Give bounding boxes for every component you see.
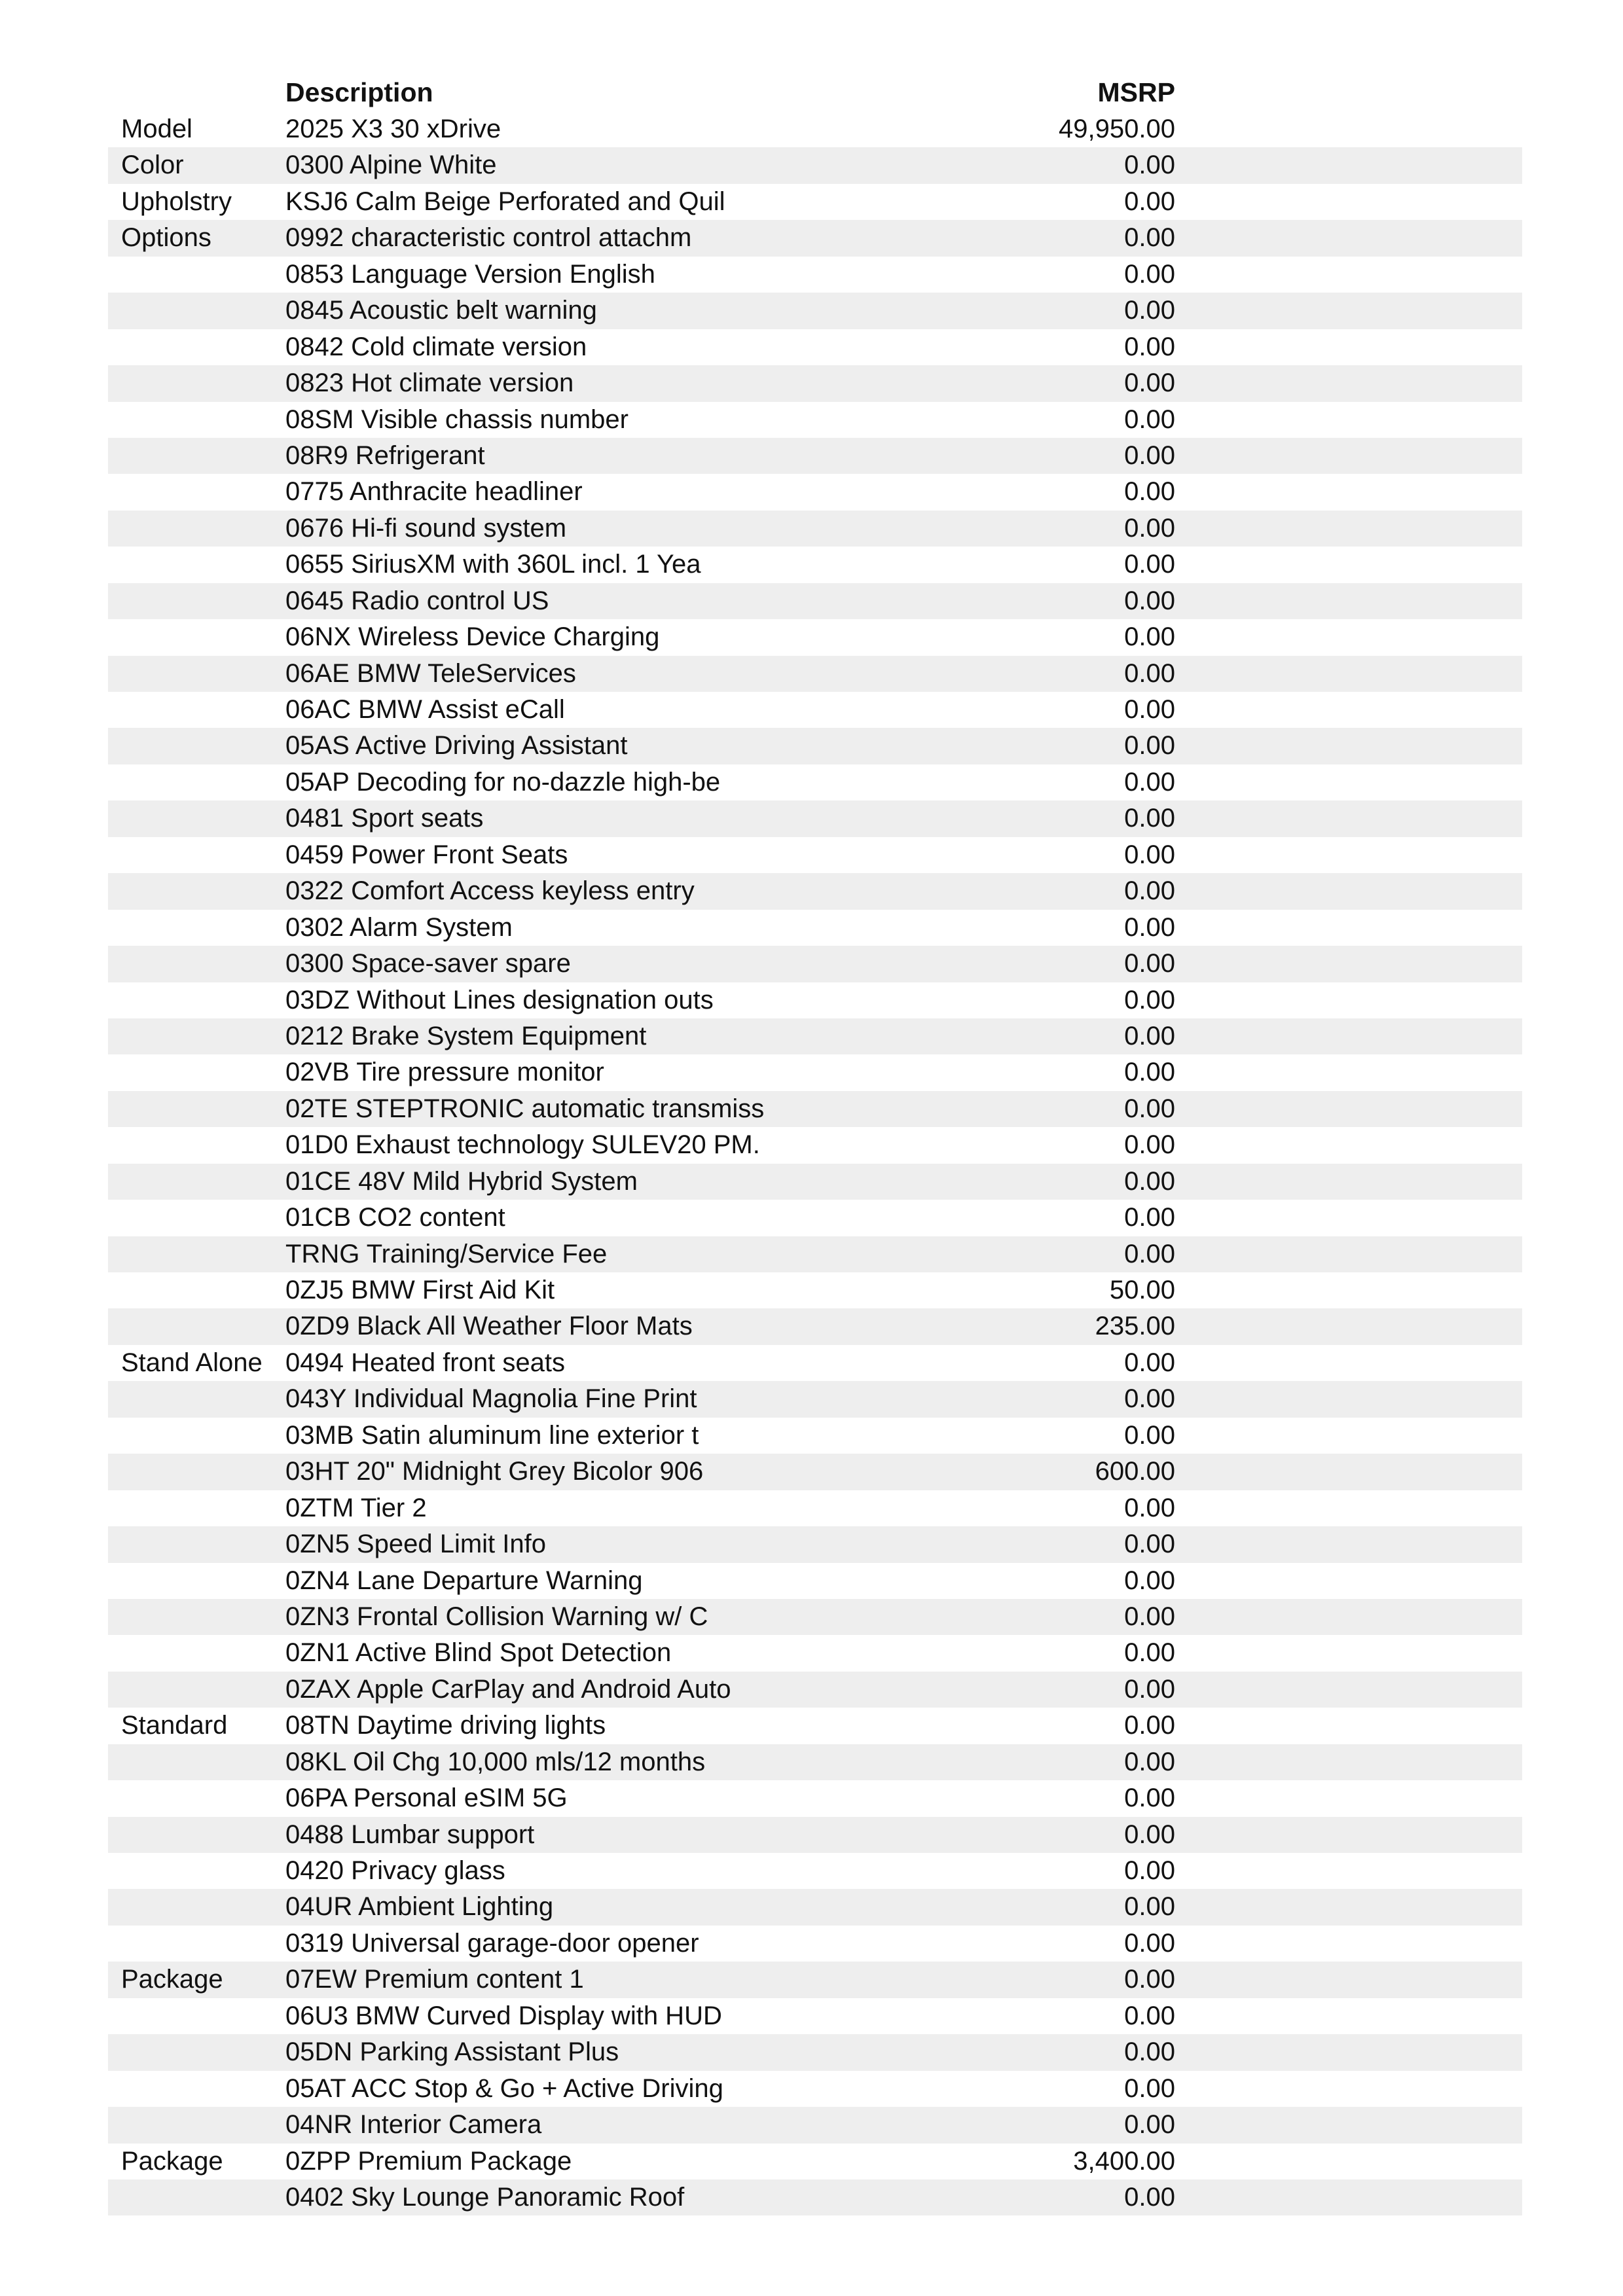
row-description: 08KL Oil Chg 10,000 mls/12 months <box>285 1747 706 1776</box>
row-description: 06PA Personal eSIM 5G <box>285 1784 568 1813</box>
table-row <box>108 583 1522 619</box>
row-description: 0488 Lumbar support <box>285 1820 535 1849</box>
table-row <box>108 2144 1522 2179</box>
table-row <box>108 1272 1522 1308</box>
row-description: 0775 Anthracite headliner <box>285 477 583 507</box>
table-row <box>108 438 1522 474</box>
row-description: 03DZ Without Lines designation outs <box>285 985 714 1014</box>
row-category: Model <box>121 115 192 143</box>
row-description: 0ZD9 Black All Weather Floor Mats <box>285 1312 693 1341</box>
row-description: 0992 characteristic control attachm <box>285 223 692 253</box>
row-description: 05AS Active Driving Assistant <box>285 731 628 761</box>
row-msrp: 50.00 <box>1109 1276 1175 1304</box>
row-description: 01D0 Exhaust technology SULEV20 PM. <box>285 1130 760 1160</box>
table-row <box>108 257 1522 293</box>
row-description: 0676 Hi-fi sound system <box>285 513 567 543</box>
row-description: 0ZPP Premium Package <box>285 2146 572 2176</box>
table-row <box>108 1236 1522 1272</box>
row-description: 0459 Power Front Seats <box>285 840 568 869</box>
row-msrp: 0.00 <box>1124 187 1175 216</box>
row-msrp: 0.00 <box>1124 1130 1175 1160</box>
row-msrp: 0.00 <box>1124 658 1175 688</box>
row-msrp: 0.00 <box>1124 949 1175 978</box>
row-msrp: 0.00 <box>1124 368 1175 398</box>
table-row <box>108 1853 1522 1889</box>
row-description: 08TN Daytime driving lights <box>285 1711 606 1740</box>
row-msrp: 0.00 <box>1124 477 1175 507</box>
row-category: Color <box>121 151 184 180</box>
row-category: Package <box>121 1965 223 1994</box>
row-description: 05DN Parking Assistant Plus <box>285 2037 619 2067</box>
row-msrp: 0.00 <box>1124 1239 1175 1268</box>
row-description: 06AE BMW TeleServices <box>285 658 576 688</box>
table-row <box>108 1127 1522 1163</box>
table-row <box>108 2179 1522 2215</box>
row-description: 0823 Hot climate version <box>285 368 574 398</box>
row-msrp: 0.00 <box>1124 223 1175 253</box>
row-description: 0ZN4 Lane Departure Warning <box>285 1566 643 1595</box>
row-description: 04UR Ambient Lighting <box>285 1892 554 1922</box>
table-row <box>108 728 1522 764</box>
row-description: 08SM Visible chassis number <box>285 404 629 434</box>
table-header <box>108 76 1522 109</box>
row-description: 0655 SiriusXM with 360L incl. 1 Yea <box>285 550 701 579</box>
table-row <box>108 220 1522 256</box>
table-row <box>108 1054 1522 1090</box>
row-description: 0ZN5 Speed Limit Info <box>285 1530 546 1559</box>
row-description: 02VB Tire pressure monitor <box>285 1058 604 1087</box>
row-description: 0481 Sport seats <box>285 804 484 833</box>
table-row <box>108 800 1522 836</box>
table-row <box>108 873 1522 909</box>
row-msrp: 0.00 <box>1124 767 1175 797</box>
row-description: 04NR Interior Camera <box>285 2110 542 2140</box>
table-row <box>108 1817 1522 1853</box>
table-row <box>108 1526 1522 1562</box>
row-description: 0645 Radio control US <box>285 586 549 615</box>
row-msrp: 0.00 <box>1124 1602 1175 1631</box>
row-msrp: 0.00 <box>1124 1784 1175 1813</box>
row-description: 05AP Decoding for no-dazzle high-be <box>285 767 721 797</box>
table-row <box>108 1018 1522 1054</box>
row-msrp: 0.00 <box>1124 2110 1175 2140</box>
row-msrp: 0.00 <box>1124 2182 1175 2212</box>
row-msrp: 235.00 <box>1095 1312 1175 1341</box>
row-description: 02TE STEPTRONIC automatic transmiss <box>285 1094 765 1123</box>
row-description: 2025 X3 30 xDrive <box>285 115 501 143</box>
row-description: 0322 Comfort Access keyless entry <box>285 876 695 906</box>
row-msrp: 0.00 <box>1124 1638 1175 1668</box>
table-row <box>108 1308 1522 1344</box>
table-row <box>108 656 1522 692</box>
table-row <box>108 1091 1522 1127</box>
table-row <box>108 1345 1522 1381</box>
row-msrp: 3,400.00 <box>1073 2146 1175 2176</box>
row-description: 0ZN1 Active Blind Spot Detection <box>285 1638 672 1668</box>
row-description: 0300 Space-saver spare <box>285 949 571 978</box>
row-msrp: 0.00 <box>1124 622 1175 652</box>
row-description: 0494 Heated front seats <box>285 1348 565 1377</box>
row-description: 06AC BMW Assist eCall <box>285 695 565 724</box>
row-msrp: 0.00 <box>1124 840 1175 869</box>
row-msrp: 0.00 <box>1124 332 1175 361</box>
table-row <box>108 329 1522 365</box>
row-description: 07EW Premium content 1 <box>285 1965 584 1994</box>
row-msrp: 0.00 <box>1124 1166 1175 1196</box>
row-msrp: 0.00 <box>1124 1530 1175 1559</box>
table-row <box>108 1962 1522 1998</box>
table-row <box>108 946 1522 982</box>
table-row <box>108 1200 1522 1236</box>
table-row <box>108 511 1522 547</box>
row-category: Standard <box>121 1711 228 1740</box>
row-msrp: 0.00 <box>1124 1965 1175 1994</box>
table-row <box>108 837 1522 873</box>
row-msrp: 0.00 <box>1124 1094 1175 1123</box>
row-description: 0845 Acoustic belt warning <box>285 296 597 325</box>
table-row <box>108 982 1522 1018</box>
table-row <box>108 1672 1522 1708</box>
table-row <box>108 2071 1522 2107</box>
row-msrp: 0.00 <box>1124 296 1175 325</box>
row-msrp: 600.00 <box>1095 1457 1175 1486</box>
row-description: 05AT ACC Stop & Go + Active Driving <box>285 2073 723 2103</box>
table-row <box>108 1164 1522 1200</box>
table-row <box>108 1998 1522 2034</box>
msrp-column-header: MSRP <box>1097 77 1175 107</box>
row-msrp: 0.00 <box>1124 1058 1175 1087</box>
table-row <box>108 1418 1522 1454</box>
row-msrp: 0.00 <box>1124 1820 1175 1849</box>
table-row <box>108 547 1522 583</box>
table-row <box>108 1744 1522 1780</box>
row-description: 06U3 BMW Curved Display with HUD <box>285 2001 722 2030</box>
row-msrp: 0.00 <box>1124 695 1175 724</box>
row-description: 0300 Alpine White <box>285 151 497 180</box>
row-description: 08R9 Refrigerant <box>285 440 485 470</box>
table-row <box>108 293 1522 329</box>
row-msrp: 0.00 <box>1124 513 1175 543</box>
row-msrp: 0.00 <box>1124 586 1175 615</box>
table-row <box>108 1490 1522 1526</box>
row-msrp: 0.00 <box>1124 2037 1175 2067</box>
table-row <box>108 184 1522 220</box>
row-msrp: 0.00 <box>1124 1747 1175 1776</box>
row-msrp: 0.00 <box>1124 1420 1175 1450</box>
description-column-header: Description <box>285 77 433 107</box>
table-row <box>108 1454 1522 1490</box>
row-msrp: 0.00 <box>1124 151 1175 180</box>
table-row <box>108 1889 1522 1925</box>
row-description: 0212 Brake System Equipment <box>285 1021 647 1050</box>
row-msrp: 49,950.00 <box>1059 115 1175 143</box>
row-description: 0ZN3 Frontal Collision Warning w/ C <box>285 1602 708 1631</box>
row-category: Package <box>121 2146 223 2176</box>
row-msrp: 0.00 <box>1124 731 1175 761</box>
table-row <box>108 764 1522 800</box>
row-msrp: 0.00 <box>1124 259 1175 289</box>
row-msrp: 0.00 <box>1124 1384 1175 1414</box>
row-description: 0ZTM Tier 2 <box>285 1493 427 1522</box>
table-row <box>108 2034 1522 2070</box>
row-description: 01CB CO2 content <box>285 1203 505 1232</box>
row-description: 0302 Alarm System <box>285 912 513 942</box>
row-description: KSJ6 Calm Beige Perforated and Quil <box>285 187 725 216</box>
row-msrp: 0.00 <box>1124 1566 1175 1595</box>
row-msrp: 0.00 <box>1124 440 1175 470</box>
row-msrp: 0.00 <box>1124 1348 1175 1377</box>
row-description: 043Y Individual Magnolia Fine Print <box>285 1384 697 1414</box>
table-row <box>108 474 1522 510</box>
table-row <box>108 1708 1522 1744</box>
row-msrp: 0.00 <box>1124 1021 1175 1050</box>
table-row <box>108 1563 1522 1599</box>
row-description: 0ZJ5 BMW First Aid Kit <box>285 1276 555 1304</box>
table-row <box>108 2107 1522 2143</box>
row-description: TRNG Training/Service Fee <box>285 1239 608 1268</box>
table-row <box>108 147 1522 183</box>
row-category: Upholstry <box>121 187 232 216</box>
row-msrp: 0.00 <box>1124 1493 1175 1522</box>
row-description: 0319 Universal garage-door opener <box>285 1928 699 1958</box>
row-msrp: 0.00 <box>1124 1674 1175 1704</box>
row-msrp: 0.00 <box>1124 985 1175 1014</box>
row-msrp: 0.00 <box>1124 1203 1175 1232</box>
row-msrp: 0.00 <box>1124 804 1175 833</box>
row-msrp: 0.00 <box>1124 2001 1175 2030</box>
row-msrp: 0.00 <box>1124 404 1175 434</box>
row-msrp: 0.00 <box>1124 1928 1175 1958</box>
options-table <box>108 111 1522 2215</box>
row-msrp: 0.00 <box>1124 876 1175 906</box>
table-row <box>108 1599 1522 1635</box>
row-description: 0402 Sky Lounge Panoramic Roof <box>285 2182 685 2212</box>
row-description: 06NX Wireless Device Charging <box>285 622 660 652</box>
row-description: 0420 Privacy glass <box>285 1856 505 1885</box>
row-category: Stand Alone <box>121 1348 263 1377</box>
table-row <box>108 365 1522 401</box>
row-category: Options <box>121 223 211 253</box>
row-description: 0853 Language Version English <box>285 259 655 289</box>
table-row <box>108 1635 1522 1671</box>
row-description: 0ZAX Apple CarPlay and Android Auto <box>285 1674 731 1704</box>
row-description: 03MB Satin aluminum line exterior t <box>285 1420 699 1450</box>
table-row <box>108 619 1522 655</box>
row-msrp: 0.00 <box>1124 912 1175 942</box>
table-row <box>108 1780 1522 1816</box>
row-msrp: 0.00 <box>1124 1856 1175 1885</box>
row-msrp: 0.00 <box>1124 2073 1175 2103</box>
table-row <box>108 111 1522 147</box>
row-description: 01CE 48V Mild Hybrid System <box>285 1166 638 1196</box>
table-row <box>108 1926 1522 1962</box>
row-msrp: 0.00 <box>1124 550 1175 579</box>
row-description: 0842 Cold climate version <box>285 332 587 361</box>
row-msrp: 0.00 <box>1124 1892 1175 1922</box>
table-row <box>108 1381 1522 1417</box>
table-row <box>108 910 1522 946</box>
row-description: 03HT 20" Midnight Grey Bicolor 906 <box>285 1457 704 1486</box>
table-row <box>108 692 1522 728</box>
table-row <box>108 402 1522 438</box>
row-msrp: 0.00 <box>1124 1711 1175 1740</box>
